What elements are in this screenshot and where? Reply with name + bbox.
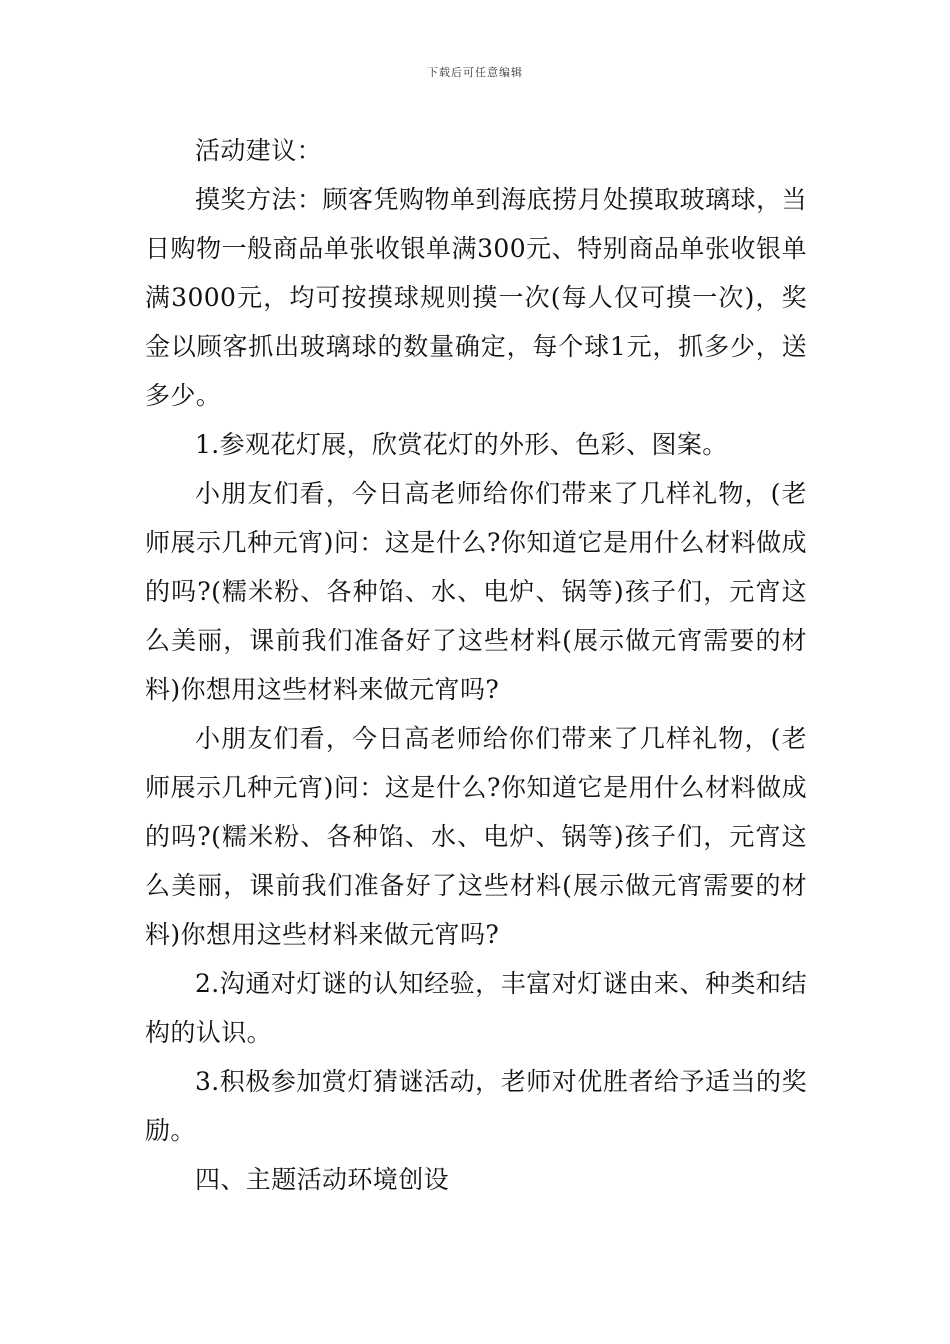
paragraph-activity-suggestion-heading: 活动建议： bbox=[195, 136, 323, 165]
paragraph-gift-intro-1: 小朋友们看，今日高老师给你们带来了几样礼物，(老师展示几种元宵)问：这是什么?你知道它是用什么材料做成的吗?(糯米粉、各种馅、水、电炉、锅等)孩子们，元宵这么美丽，课前我们准备好了这些材料(展示做元宵需要的材料)你想用这些材料来做元宵吗? bbox=[145, 479, 807, 704]
paragraph-step-3: 3.积极参加赏灯猜谜活动，老师对优胜者给予适当的奖励。 bbox=[145, 1067, 807, 1145]
paragraph-gift-intro-2: 小朋友们看，今日高老师给你们带来了几样礼物，(老师展示几种元宵)问：这是什么?你知道它是用什么材料做成的吗?(糯米粉、各种馅、水、电炉、锅等)孩子们，元宵这么美丽，课前我们准备好了这些材料(展示做元宵需要的材料)你想用这些材料来做元宵吗? bbox=[145, 724, 807, 949]
paragraph-step-2: 2.沟通对灯谜的认知经验，丰富对灯谜由来、种类和结构的认识。 bbox=[145, 969, 807, 1047]
document-body bbox=[145, 126, 807, 1204]
page-header: 下载后可任意编辑 bbox=[427, 66, 523, 79]
paragraph-step-1: 1.参观花灯展，欣赏花灯的外形、色彩、图案。 bbox=[195, 430, 728, 459]
paragraph-lottery-method: 摸奖方法：顾客凭购物单到海底捞月处摸取玻璃球，当日购物一般商品单张收银单满300元、特别商品单张收银单满3000元，均可按摸球规则摸一次(每人仅可摸一次)，奖金以顾客抓出玻璃球的数量确定，每个球1元，抓多少，送多少。 bbox=[145, 185, 807, 410]
section-heading-environment: 四、主题活动环境创设 bbox=[195, 1165, 450, 1194]
